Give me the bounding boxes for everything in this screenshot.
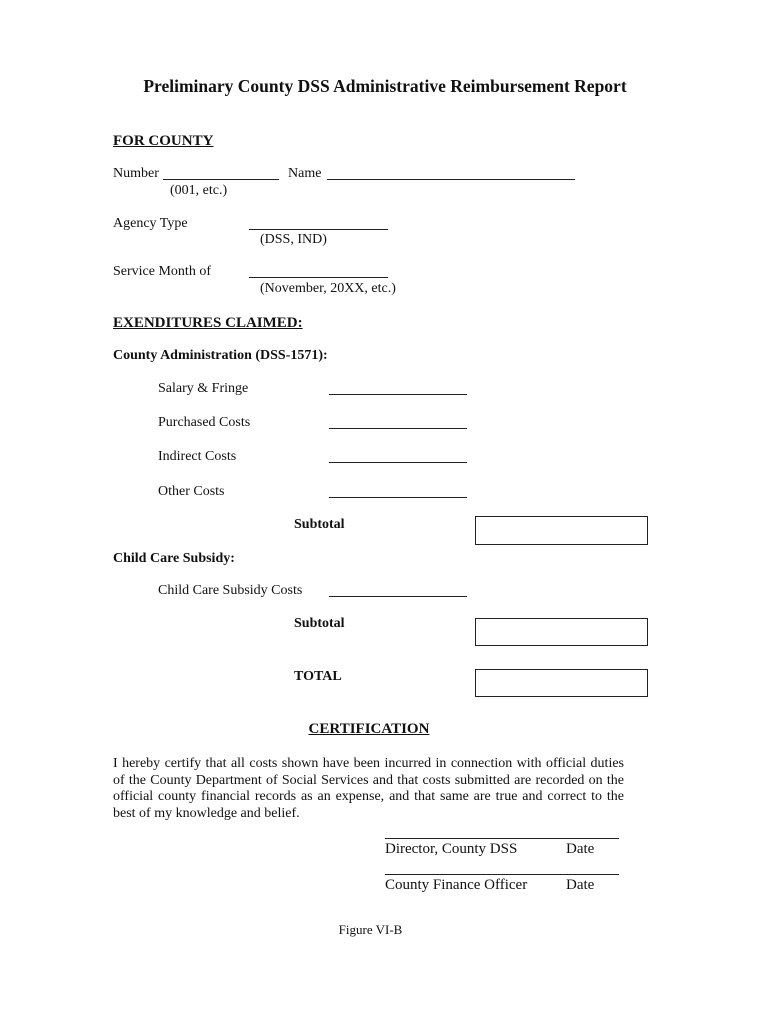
purchased-costs-field[interactable]	[329, 428, 467, 429]
service-month-field[interactable]	[249, 277, 388, 278]
agency-type-label: Agency Type	[113, 216, 188, 231]
indirect-costs-label: Indirect Costs	[158, 449, 237, 464]
salary-fringe-field[interactable]	[329, 394, 467, 395]
name-field[interactable]	[327, 179, 575, 180]
finance-officer-label: County Finance Officer	[385, 877, 528, 893]
page-title: Preliminary County DSS Administrative Reimbursement Report	[143, 76, 627, 96]
director-date-label: Date	[566, 841, 595, 857]
county-admin-heading: County Administration (DSS-1571):	[113, 348, 328, 363]
director-signature-line[interactable]	[385, 838, 619, 839]
agency-type-field[interactable]	[249, 229, 388, 230]
child-care-subtotal-label: Subtotal	[294, 616, 345, 631]
number-field[interactable]	[163, 179, 279, 180]
admin-subtotal-label: Subtotal	[294, 517, 345, 532]
total-label: TOTAL	[294, 669, 342, 684]
indirect-costs-field[interactable]	[329, 462, 467, 463]
service-month-label: Service Month of	[113, 264, 211, 279]
finance-date-label: Date	[566, 877, 595, 893]
for-county-heading: FOR COUNTY	[113, 133, 214, 149]
certification-text: I hereby certify that all costs shown have been incurred in connection with official duties of the County Department of Social Services and that costs submitted are recorded on the official county financial records as an expense, and that same are true and correct to the best of my knowledge and belief.	[113, 756, 624, 821]
child-care-costs-field[interactable]	[329, 596, 467, 597]
name-label: Name	[288, 166, 322, 181]
number-label: Number	[113, 166, 159, 181]
expenditures-heading: EXENDITURES CLAIMED:	[113, 315, 303, 331]
salary-fringe-label: Salary & Fringe	[158, 381, 249, 396]
number-hint: (001, etc.)	[170, 183, 228, 198]
agency-type-hint: (DSS, IND)	[260, 232, 327, 247]
child-care-heading: Child Care Subsidy:	[113, 551, 235, 566]
other-costs-label: Other Costs	[158, 484, 225, 499]
service-month-hint: (November, 20XX, etc.)	[260, 281, 396, 296]
purchased-costs-label: Purchased Costs	[158, 415, 251, 430]
figure-label: Figure VI-B	[338, 922, 403, 937]
child-care-subtotal-box[interactable]	[475, 618, 648, 646]
finance-signature-line[interactable]	[385, 874, 619, 875]
admin-subtotal-box[interactable]	[475, 516, 648, 545]
child-care-costs-label: Child Care Subsidy Costs	[158, 583, 303, 598]
certification-heading: CERTIFICATION	[308, 721, 430, 737]
director-label: Director, County DSS	[385, 841, 518, 857]
total-box[interactable]	[475, 669, 648, 697]
other-costs-field[interactable]	[329, 497, 467, 498]
